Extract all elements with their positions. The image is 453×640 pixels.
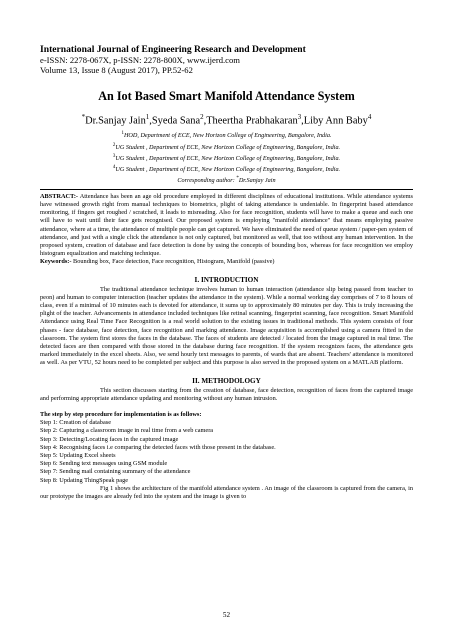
abstract xyxy=(40,193,413,259)
page-number: 52 xyxy=(222,611,231,619)
introduction-paragraph: The traditional attendance technique involves human to human interaction (attendance slip being passed from teacher to peon) and human to computer interaction (teacher updates the attendance in the system). While a normal working day comprises of 7 to 8 hours of class, even if a minimal of 10 minutes each is devoted for attendance, it sums up to approximately 80 minutes per day. This is truly increasing the plight of the teacher. Advancements in attendance included techniques like retinal scanning, fingerprint scanning, face recognition. Smart Manifold Attendance using Real Time Face Recognition is a real world solution to the existing issues in traditional methods. This system consists of four phases - face database, face detection, face recognition and marking attendance. Image acquisition is accomplished using a camera fitted in the classroom. The system first stores the faces in the database. The faces of students are detected / located from the image captured in real time. The detected faces are then compared with those stored in the database during face recognition. If the system recognizes faces, the attendance gets marked immediately in the excel sheets. Also, we send hourly text messages to parents, of wards that are absent. Teachers' attendance is monitored as well. As per VTU, 52 hours need to be completed per subject and this purpose is also served in the proposed system on a MATLAB platform. xyxy=(40,285,413,367)
journal-issn: e-ISSN: 2278-067X, p-ISSN: 2278-800X, www.ijerd.com xyxy=(40,55,240,65)
list-item: Step 8: Updating ThingSpeak page xyxy=(40,476,129,484)
affiliation-text: UG Student , Department of ECE, New Horizon College of Engineering, Bangalore, India. xyxy=(115,154,341,162)
abstract-label: ABSTRACT:- xyxy=(40,192,79,200)
corresponding-mark: * xyxy=(81,113,86,121)
list-item: Step 2: Capturing a classroom image in real time from a web camera xyxy=(40,427,214,435)
author-list: *Dr.Sanjay Jain$^1$,Syeda Sana$^2$,Theertha Prabhakaran$^3$,Liby Ann Baby$^4$ xyxy=(81,113,372,127)
methodology-paragraph: This section discusses starting from the creation of database, face detection, recognition of faces from the captured image and performing appropriate attendance updating and monitoring without any human intrusion. xyxy=(40,386,413,402)
affiliation-list xyxy=(40,129,413,184)
list-item: Step 1: Creation of database xyxy=(40,419,111,427)
abstract-text: Attendance has been an age old procedure employed in different disciplines of educational institutions. While attendance systems have witnessed growth right from manual techniques to biometrics, plight of taking attendance is undeniable. In fingerprint based attendance monitoring, if fingers get roughed / scratched, it leads to misreading. Also for face recognition, students will have to make a queue and each one will have to wait until their face gets recognised. Our proposed system is employing "manifold attendance" that means employing passive attendance, where at a time, the attendance of multiple people can get captured. We have eliminated the need of queue system / paper-pen system of attendance, and just with a single click the attendance is not only captured, but monitored as well, that too without any human intervention. In the proposed system, creation of database and face detection is done by using the concepts of bounding box, whereas for face recognition we employ histogram equalization and matching technique. xyxy=(40,192,413,258)
affiliation-mark: 3 xyxy=(112,153,116,159)
affiliation xyxy=(40,141,413,152)
author-name: Syeda Sana xyxy=(151,115,201,127)
author-name: Theertha Prabhakaran xyxy=(206,115,298,127)
journal-volume: Volume 13, Issue 8 (August 2017), PP.52-62 xyxy=(40,65,193,75)
affiliation-text: UG Student , Department of ECE, New Horizon College of Engineering, Bangalore, India. xyxy=(115,165,341,173)
corresponding-label: Corresponding author: xyxy=(177,176,235,184)
author-mark: 4 xyxy=(367,113,372,121)
author-mark: 2 xyxy=(200,113,204,121)
keywords-label: Keywords:- xyxy=(40,258,72,266)
journal-name: International Journal of Engineering Research and Development xyxy=(40,44,306,55)
corresponding-name: Dr.Sanjay Jain xyxy=(238,176,276,184)
corresponding-mark: * xyxy=(236,175,239,181)
keywords xyxy=(40,258,413,266)
list-item: Step 4: Recognising faces i.e comparing the detected faces with those present in the database. xyxy=(40,443,276,451)
keywords-text: Bounding box, Face detection, Face recognition, Histogram, Manifold (passive) xyxy=(71,258,275,266)
paper-title: An Iot Based Smart Manifold Attendance System xyxy=(98,89,355,103)
section-title-methodology: II. METHODOLOGY xyxy=(192,376,261,385)
step-list-heading: The step by step procedure for implementation is as follows: xyxy=(40,411,202,419)
author-mark: 1 xyxy=(145,113,150,121)
figure-paragraph: Fig 1 shows the architecture of the manifold attendance system . An image of the classroom is captured from the camera, in our prototype the images are already fed into the system and the image is given to xyxy=(40,484,413,501)
affiliation-text: HOD, Department of ECE, New Horizon College of Engineering, Bangalore, India. xyxy=(123,132,332,140)
corresponding-author xyxy=(40,174,413,185)
list-item: Step 5: Updating Excel sheets xyxy=(40,452,116,460)
affiliation xyxy=(40,129,413,140)
journal-header xyxy=(40,44,413,75)
header-divider xyxy=(40,189,413,190)
affiliation-text: UG Student , Department of ECE, New Horizon College of Engineering, Bangalore, India. xyxy=(115,143,341,151)
author-name: Dr.Sanjay Jain xyxy=(85,115,146,127)
affiliation-mark: 2 xyxy=(112,142,116,148)
author-mark: 3 xyxy=(297,113,302,121)
section-title-introduction: I. INTRODUCTION xyxy=(194,275,259,284)
step-list xyxy=(40,411,413,485)
affiliation-mark: 1 xyxy=(121,131,124,137)
author-name: Liby Ann Baby xyxy=(303,115,368,127)
list-item: Step 6: Sending text messages using GSM module xyxy=(40,460,168,468)
list-item: Step 3: Detecting/Locating faces in the captured image xyxy=(40,435,179,443)
list-item: Step 7: Sending mail containing summary of the attendance xyxy=(40,468,191,476)
affiliation-mark: 4 xyxy=(112,164,116,170)
affiliation xyxy=(40,163,413,174)
affiliation xyxy=(40,152,413,163)
